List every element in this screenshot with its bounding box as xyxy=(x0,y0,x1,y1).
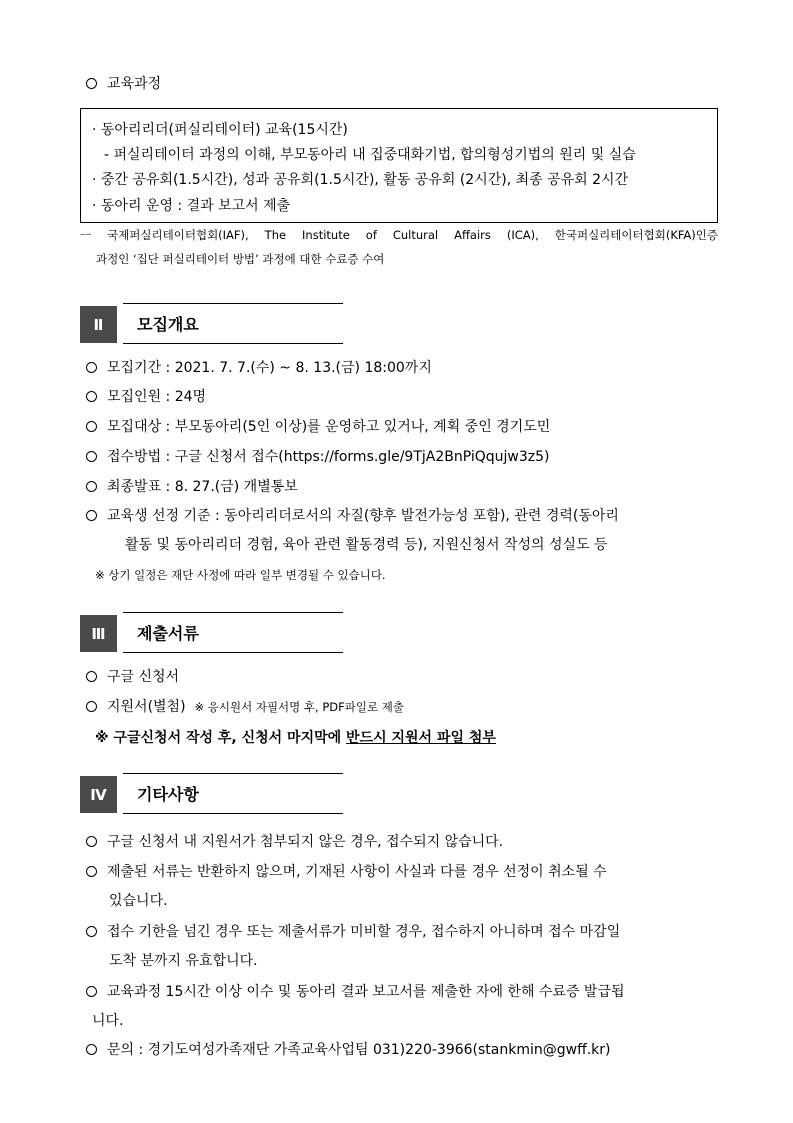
list-item: 지원서(별첨) ※ 응시원서 자필서명 후, PDF파일로 제출 xyxy=(86,697,404,717)
list-item-cont: 있습니다. xyxy=(109,893,168,909)
circle-bullet-icon xyxy=(86,510,97,521)
section-title: 제출서류 xyxy=(137,624,199,643)
list-item: 접수 기한을 넘긴 경우 또는 제출서류가 미비할 경우, 접수하지 아니하며 접수 마감일 xyxy=(86,922,620,942)
circle-bullet-icon xyxy=(86,362,97,373)
section-rule-top xyxy=(123,773,343,774)
certificate-note-cont: 과정인 ‘집단 퍼실리테이터 방법’ 과정에 대한 수료증 수여 xyxy=(96,252,385,266)
circle-bullet-icon xyxy=(86,451,97,462)
contact-info: 문의 : 경기도여성가족재단 가족교육사업팀 031)220-3966(stankmin@gwff.kr) xyxy=(86,1040,611,1060)
list-item: 접수방법 : 구글 신청서 접수(https://forms.gle/9TjA2BnPiQqujw3z5) xyxy=(86,447,550,467)
list-item: 모집인원 : 24명 xyxy=(86,387,206,407)
list-item: 제출된 서류는 반환하지 않으며, 기재된 사항이 사실과 다를 경우 선정이 취소될 수 xyxy=(86,862,607,882)
section-rule-top xyxy=(123,612,343,613)
section-badge: Ⅳ xyxy=(80,776,117,813)
list-item-cont: 니다. xyxy=(92,1013,124,1029)
attachment-emphasis: ※ 구글신청서 작성 후, 신청서 마지막에 반드시 지원서 파일 첨부 xyxy=(95,730,496,746)
list-item: 모집대상 : 부모동아리(5인 이상)를 운영하고 있거나, 계획 중인 경기도민 xyxy=(86,417,550,437)
section-rule-bottom xyxy=(123,343,343,344)
circle-bullet-icon xyxy=(86,836,97,847)
circle-bullet-icon xyxy=(86,1044,97,1055)
circle-bullet-icon xyxy=(86,421,97,432)
curriculum-line: - 퍼실리테이터 과정의 이해, 부모동아리 내 집중대화기법, 합의형성기법의 원리 및 실습 xyxy=(104,147,636,163)
curriculum-line: · 동아리리더(퍼실리테이터) 교육(15시간) xyxy=(92,122,348,138)
curriculum-line: · 동아리 운영 : 결과 보고서 제출 xyxy=(92,198,291,214)
certificate-note: ㅡ 국제퍼실리테이터협회(IAF), The Institute of Cultural Affairs (ICA), 한국퍼실리테이터협회(KFA)인증 xyxy=(80,228,718,242)
list-item: 구글 신청서 내 지원서가 첨부되지 않은 경우, 접수되지 않습니다. xyxy=(86,832,503,852)
list-item-cont: 도착 분까지 유효합니다. xyxy=(109,953,258,969)
circle-bullet-icon xyxy=(86,391,97,402)
circle-bullet-icon xyxy=(86,701,97,712)
section-rule-bottom xyxy=(123,813,343,814)
list-item-cont: 활동 및 동아리리더 경험, 육아 관련 활동경력 등), 지원신청서 작성의 성실도 등 xyxy=(125,537,608,553)
list-item: 최종발표 : 8. 27.(금) 개별통보 xyxy=(86,477,298,497)
schedule-note: ※ 상기 일정은 재단 사정에 따라 일부 변경될 수 있습니다. xyxy=(95,568,386,582)
circle-bullet-icon xyxy=(86,866,97,877)
circle-bullet-icon xyxy=(86,926,97,937)
section-title: 기타사항 xyxy=(137,785,199,804)
circle-bullet-icon xyxy=(86,986,97,997)
curriculum-heading: 교육과정 xyxy=(86,74,161,94)
circle-bullet-icon xyxy=(86,481,97,492)
circle-bullet-icon xyxy=(86,78,97,89)
section-rule-bottom xyxy=(123,652,343,653)
section-badge: Ⅲ xyxy=(80,615,117,652)
section-title: 모집개요 xyxy=(137,315,199,334)
list-item: 구글 신청서 xyxy=(86,667,179,687)
circle-bullet-icon xyxy=(86,671,97,682)
curriculum-line: · 중간 공유회(1.5시간), 성과 공유회(1.5시간), 활동 공유회 (2시간), 최종 공유회 2시간 xyxy=(92,172,629,188)
section-badge: Ⅱ xyxy=(80,306,117,343)
list-item: 모집기간 : 2021. 7. 7.(수) ~ 8. 13.(금) 18:00까지 xyxy=(86,358,432,378)
section-rule-top xyxy=(123,303,343,304)
list-item: 교육생 선정 기준 : 동아리리더로서의 자질(향후 발전가능성 포함), 관련 경력(동아리 xyxy=(86,506,619,526)
list-item: 교육과정 15시간 이상 이수 및 동아리 결과 보고서를 제출한 자에 한해 수료증 발급됩 xyxy=(86,982,625,1002)
